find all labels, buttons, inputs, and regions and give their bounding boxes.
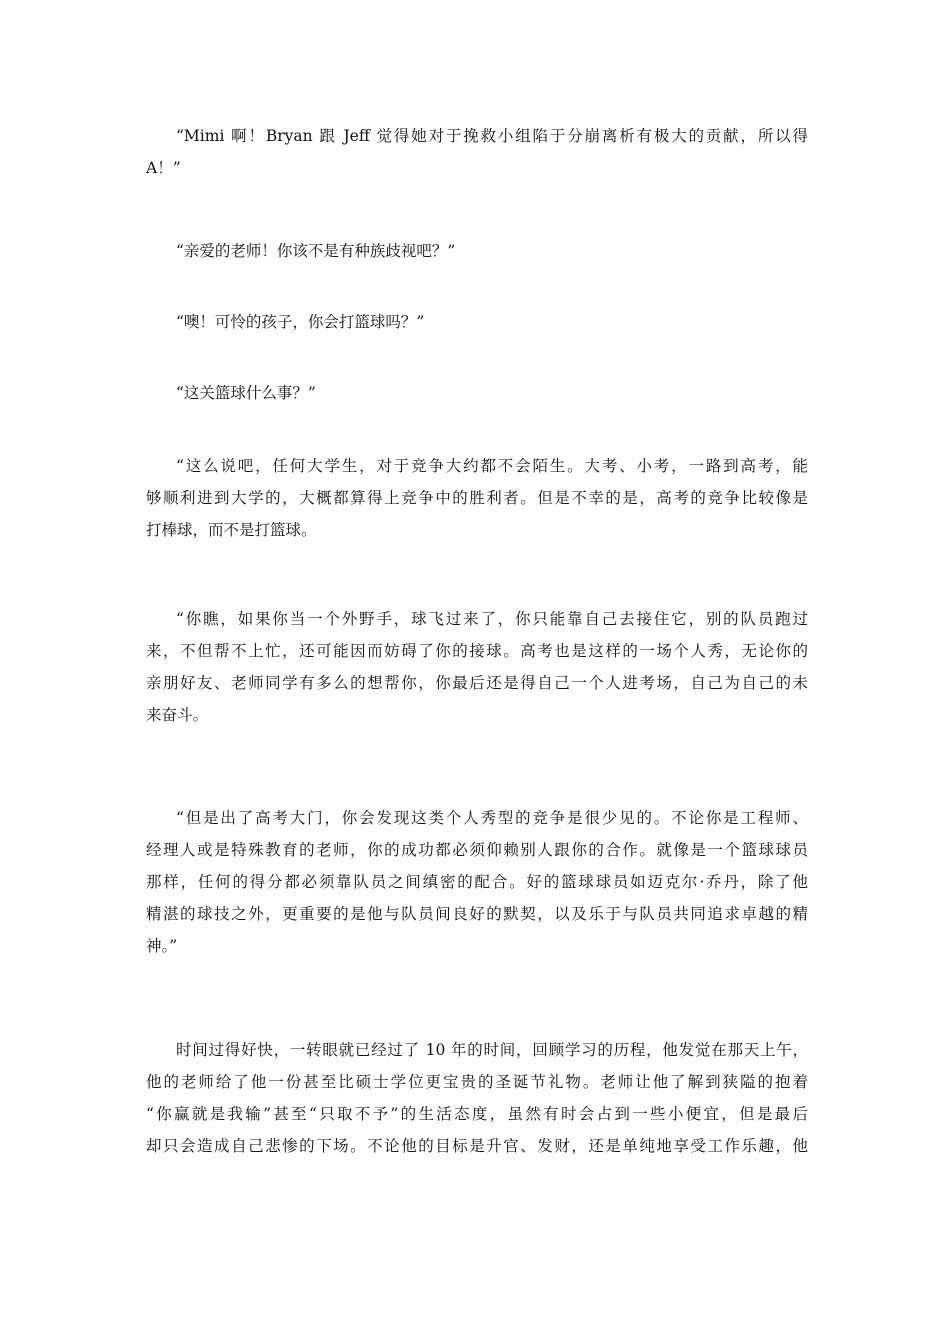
text-line: 经理人或是特殊教育的老师，你的成功都必须仰赖别人跟你的合作。就像是一个篮球球员 [146, 841, 808, 859]
paragraph-1 [146, 120, 808, 184]
paragraph-2 [146, 235, 808, 267]
paragraph-8 [146, 1034, 808, 1162]
text-line: “你赢就是我输”甚至“只取不予”的生活态度，虽然有时会占到一些小便宜，但是最后 [146, 1105, 808, 1123]
paragraph-5 [146, 450, 808, 546]
text-line: A！” [146, 159, 181, 177]
text-line: “这关篮球什么事？” [176, 384, 316, 402]
text-line: “噢！可怜的孩子，你会打篮球吗？” [176, 313, 425, 331]
paragraph-4 [146, 377, 808, 409]
text-line: “Mimi 啊！Bryan 跟 Jeff 觉得她对于挽救小组陷于分崩离析有极大的贡献，所以得 [176, 127, 808, 145]
text-line: “这么说吧，任何大学生，对于竞争大约都不会陌生。大考、小考，一路到高考，能 [176, 457, 808, 475]
paragraph-3 [146, 306, 808, 338]
text-line: 那样，任何的得分都必须靠队员之间缜密的配合。好的篮球球员如迈克尔·乔丹，除了他 [146, 873, 808, 891]
text-line: 精湛的球技之外，更重要的是他与队员间良好的默契，以及乐于与队员共同追求卓越的精 [146, 905, 808, 923]
text-line: 他的老师给了他一份甚至比硕士学位更宝贵的圣诞节礼物。老师让他了解到狭隘的抱着 [146, 1073, 808, 1091]
paragraph-6 [146, 603, 808, 731]
text-line: 神。” [146, 937, 178, 955]
text-line: 打棒球，而不是打篮球。 [146, 521, 317, 539]
paragraph-7 [146, 802, 808, 962]
text-line: 却只会造成自己悲惨的下场。不论他的目标是升官、发财，还是单纯地享受工作乐趣，他 [146, 1137, 808, 1155]
text-line: “你瞧，如果你当一个外野手，球飞过来了，你只能靠自己去接住它，别的队员跑过 [176, 610, 808, 628]
text-line: 够顺利进到大学的，大概都算得上竞争中的胜利者。但是不幸的是，高考的竞争比较像是 [146, 489, 808, 507]
text-line: 来奋斗。 [146, 706, 209, 724]
text-line: 时间过得好快，一转眼就已经过了 10 年的时间，回顾学习的历程，他发觉在那天上午， [176, 1041, 808, 1059]
text-line: “亲爱的老师！你该不是有种族歧视吧？” [176, 242, 456, 260]
text-line: “但是出了高考大门，你会发现这类个人秀型的竞争是很少见的。不论你是工程师、 [176, 809, 808, 827]
text-line: 来，不但帮不上忙，还可能因而妨碍了你的接球。高考也是这样的一场个人秀，无论你的 [146, 642, 808, 660]
text-line: 亲朋好友、老师同学有多么的想帮你，你最后还是得自己一个人进考场，自己为自己的未 [146, 674, 808, 692]
